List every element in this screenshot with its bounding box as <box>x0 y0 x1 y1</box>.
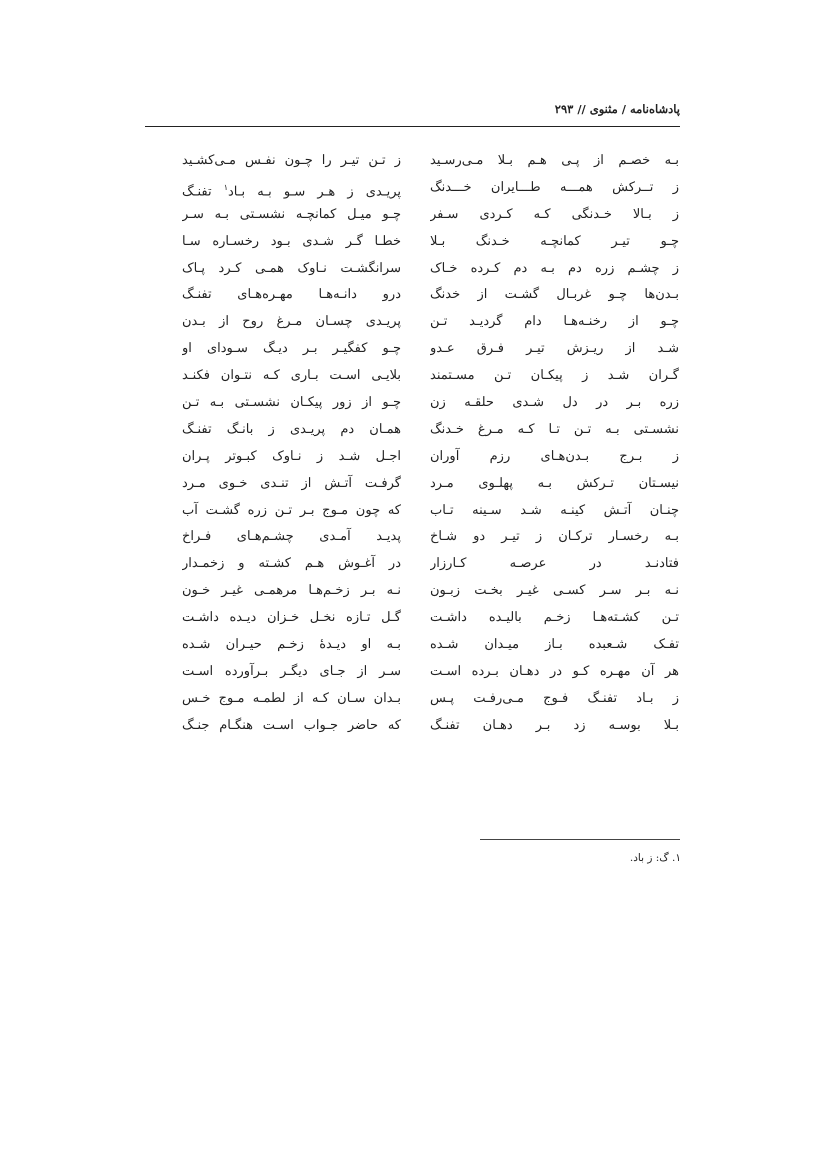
hemistich-left-text: پریـدی ز هـر سـو بـه بـاد <box>228 184 401 200</box>
hemistich-right: زره بـر در دل شـدی حلقـه زن <box>430 395 679 411</box>
hemistich-right: نـه بـر سـر کسـی غیـر بخـت زبـون <box>430 583 679 599</box>
hemistich-left: گـل تـازه نخـل خـزان دیـده داشـت <box>182 610 401 626</box>
verse-row <box>0 417 826 444</box>
verse-row <box>0 713 826 740</box>
verse-row <box>0 202 826 229</box>
hemistich-left: همـان دم پریـدی ز بانـگ تفنـگ <box>182 421 401 437</box>
footnote: ۱. گ: ز باد. <box>629 852 681 864</box>
verse-row <box>0 524 826 551</box>
hemistich-right: ز بـالا خـدنگی کـه کـردی سـفر <box>430 206 679 222</box>
hemistich-left: درو دانـه‌هـا مهـره‌هـای تفنـگ <box>182 287 401 303</box>
hemistich-left: پدیـد آمـدی چشـم‌هـای فـراخ <box>182 529 401 545</box>
hemistich-left: گرفـت آتـش از تنـدی خـوی مـرد <box>182 475 401 491</box>
hemistich-left: که حاضر جـواب اسـت هنگـام جنـگ <box>182 717 401 733</box>
hemistich-left: بلایـی اسـت بـاری کـه نتـوان فکنـد <box>182 368 401 384</box>
verse-row <box>0 444 826 471</box>
verse-row <box>0 336 826 363</box>
hemistich-right: ز چشـم زره دم بـه دم کـرده خـاک <box>430 260 679 276</box>
hemistich-right: تفـک شـعبده بـاز میـدان شـده <box>430 637 679 653</box>
hemistich-left: که چون مـوج بـر تـن زره گشـت آب <box>182 502 401 518</box>
verse-row <box>0 390 826 417</box>
hemistich-right: نشسـتی بـه تـن تـا کـه مـرغ خـدنگ <box>430 421 679 437</box>
hemistich-right: چـو تیـر کمانچـه خـدنگ بـلا <box>430 233 679 249</box>
hemistich-left: ز تـن تیـر را چـون نفـس مـی‌کشـید <box>182 153 401 168</box>
footnote-marker: ۱ <box>223 182 228 192</box>
hemistich-right: ز بـاد تفنـگ فـوج مـی‌رفـت پـس <box>430 690 679 706</box>
hemistich-right: بـدن‌ها چـو غربـال گشـت از خدنگ <box>430 287 679 303</box>
verse-row <box>0 605 826 632</box>
hemistich-left: بـه او دیـدهٔ زخـم حیـران شـده <box>182 637 401 653</box>
hemistich-right: بـه خصـم از پـی هـم بـلا مـی‌رسـید <box>430 153 679 168</box>
verse-row <box>0 148 826 175</box>
verse-row <box>0 551 826 578</box>
verse-row <box>0 578 826 605</box>
hemistich-left: سرانگشـت نـاوک همـی کـرد پـاک <box>182 260 401 276</box>
verse-row <box>0 686 826 713</box>
hemistich-left: چـو کفگیـر بـر دیـگ سـودای او <box>182 341 401 357</box>
verse-row <box>0 256 826 283</box>
running-title: پادشاه‌نامه / مثنوی // ۲۹۳ <box>554 102 680 116</box>
hemistich-right: هر آن مهـره کـو در دهـان بـرده اسـت <box>430 663 679 679</box>
hemistich-right: ز بـرج بـدن‌هـای رزم آوران <box>430 448 679 464</box>
hemistich-right: نیسـتان تـرکش بـه پهلـوی مـرد <box>430 475 679 491</box>
hemistich-right: شـد از ریـزش تیـر فـرق عـدو <box>430 341 679 357</box>
hemistich-right: گـران شـد ز پیکـان تـن مسـتمند <box>430 368 679 384</box>
hemistich-left: اجـل شـد ز نـاوک کبـوتر پـران <box>182 448 401 464</box>
hemistich-left <box>182 175 401 202</box>
verse-row <box>0 498 826 525</box>
page-header <box>145 100 680 127</box>
verse-row <box>0 632 826 659</box>
verse-row <box>0 282 826 309</box>
verse-row <box>0 175 826 202</box>
verse-row <box>0 229 826 256</box>
hemistich-left: نـه بـر زخـم‌هـا مرهمـی غیـر خـون <box>182 583 401 599</box>
verse-row <box>0 471 826 498</box>
hemistich-left: چـو میـل کمانچـه نشسـتی بـه سـر <box>182 206 401 222</box>
hemistich-left: در آغـوش هـم کشـته و زخمـدار <box>182 556 401 572</box>
hemistich-right: تـن کشـته‌هـا زخـم بالیـده داشـت <box>430 610 679 626</box>
verse-row <box>0 309 826 336</box>
verse-row <box>0 363 826 390</box>
hemistich-left: چـو از زور پیکـان نشسـتی بـه تـن <box>182 395 401 411</box>
hemistich-left: بـدان سـان کـه از لطمـه مـوج خـس <box>182 690 401 706</box>
hemistich-left: خطـا گـر شـدی بـود رخسـاره سـا <box>182 233 401 249</box>
hemistich-right: فتادنـد در عرصـه کـارزار <box>430 556 679 572</box>
hemistich-right: چنـان آتـش کینـه شـد سـینه تـاب <box>430 502 679 518</box>
verse-row <box>0 659 826 686</box>
hemistich-right: چـو از رخنـه‌هـا دام گردیـد تـن <box>430 314 679 330</box>
footnote-divider <box>480 839 680 840</box>
verse-block <box>0 148 826 740</box>
hemistich-left: سـر از جـای دیگـر بـرآورده اسـت <box>182 663 401 679</box>
hemistich-right: بـه رخسـار ترکـان ز تیـر دو شـاخ <box>430 529 679 545</box>
hemistich-right: بـلا بوسـه زد بـر دهـان تفنـگ <box>430 717 679 733</box>
hemistich-left: پریـدی چسـان مـرغ روح از بـدن <box>182 314 401 330</box>
hemistich-right: ز تــرکش همـــه طـــایران خـــدنگ <box>430 179 679 195</box>
hemistich-left-tail: تفنـگ <box>182 184 224 200</box>
